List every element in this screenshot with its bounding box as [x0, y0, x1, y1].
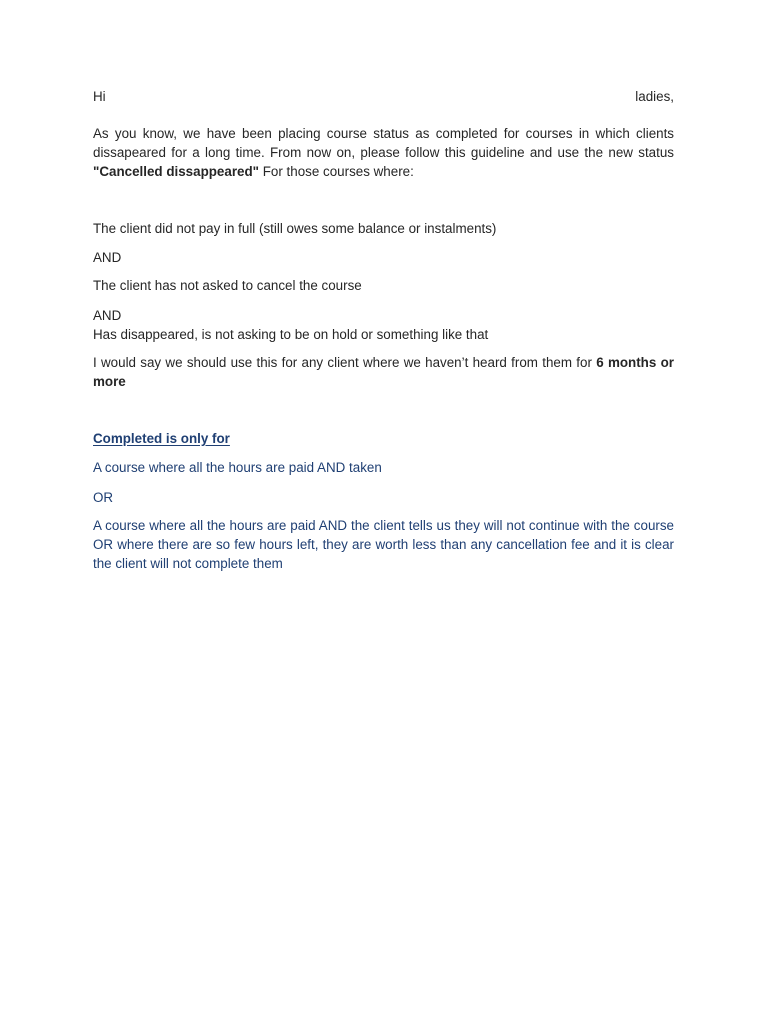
intro-text: As you know, we have been placing course status as completed for courses in which clients dissapeared for a long time. From now on, please follow this guideline and use the new status — [93, 126, 674, 160]
greeting-line — [93, 87, 674, 106]
suggestion-emphasis: 6 months or more — [93, 355, 674, 389]
completed-case-1: A course where all the hours are paid AND taken — [93, 460, 382, 475]
greeting-ladies: ladies, — [635, 89, 674, 104]
status-name: "Cancelled dissappeared" — [93, 164, 260, 179]
intro-paragraph — [93, 124, 674, 181]
condition-item-1: The client did not pay in full (still owes some balance or instalments) — [93, 221, 497, 236]
intro-text-after: For those courses where: — [259, 164, 414, 179]
condition-item-3: Has disappeared, is not asking to be on hold or something like that — [93, 327, 489, 342]
condition-and-1: AND — [93, 250, 122, 265]
suggestion-paragraph — [93, 353, 674, 391]
condition-item-2: The client has not asked to cancel the course — [93, 278, 362, 293]
completed-or: OR — [93, 490, 114, 505]
completed-heading: Completed is only for — [93, 431, 230, 446]
greeting-hi: Hi — [93, 89, 106, 104]
suggestion-text: I would say we should use this for any client where we haven’t heard from them for — [93, 355, 597, 370]
condition-and-2: AND — [93, 308, 122, 323]
completed-case-2: A course where all the hours are paid AND the client tells us they will not continue with the course OR where there are so few hours left, they are worth less than any cancellation fee and it is clear the client will not complete them — [93, 518, 674, 571]
